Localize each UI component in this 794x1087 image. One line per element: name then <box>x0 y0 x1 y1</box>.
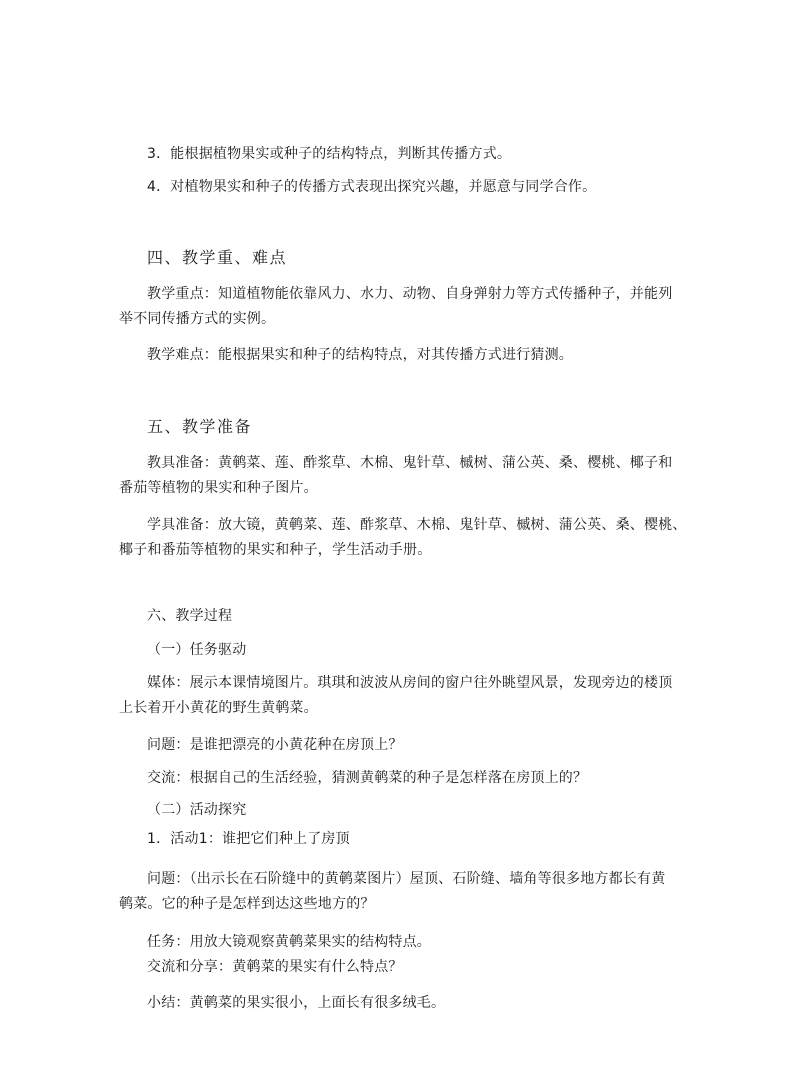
student-prep-line-1: 学具准备：放大镜，黄鹌菜、莲、酢浆草、木棉、鬼针草、槭树、蒲公英、桑、樱桃、 <box>147 517 687 533</box>
summary-line: 小结：黄鹌菜的果实很小，上面长有很多绒毛。 <box>147 995 446 1011</box>
objective-4: 4．对植物果实和种子的传播方式表现出探究兴趣，并愿意与同学合作。 <box>147 179 597 195</box>
key-point-line-2: 举不同传播方式的实例。 <box>119 311 276 327</box>
question-2-line-1: 问题：（出示长在石阶缝中的黄鹌菜图片）屋顶、石阶缝、墙角等很多地方都长有黄 <box>147 871 666 887</box>
question-1: 问题：是谁把漂亮的小黄花种在房顶上？ <box>147 737 403 753</box>
difficulty-line: 教学难点：能根据果实和种子的结构特点，对其传播方式进行猜测。 <box>147 347 573 363</box>
part-2-heading: （二）活动探究 <box>147 802 247 818</box>
media-line-1: 媒体：展示本课情境图片。琪琪和波波从房间的窗户往外眺望风景，发现旁边的楼顶 <box>147 675 673 691</box>
section-5-heading: 五、教学准备 <box>147 417 253 436</box>
share-line: 交流和分享：黄鹌菜的果实有什么特点？ <box>147 959 403 975</box>
teacher-prep-line-1: 教具准备：黄鹌菜、莲、酢浆草、木棉、鬼针草、槭树、蒲公英、桑、樱桃、椰子和 <box>147 455 673 471</box>
objective-3: 3．能根据植物果实或种子的结构特点，判断其传播方式。 <box>147 146 512 162</box>
key-point-line-1: 教学重点：知道植物能依靠风力、水力、动物、自身弹射力等方式传播种子，并能列 <box>147 286 673 302</box>
media-line-2: 上长着开小黄花的野生黄鹌菜。 <box>119 700 318 716</box>
task-line: 任务：用放大镜观察黄鹌菜果实的结构特点。 <box>147 934 431 950</box>
student-prep-line-2: 椰子和番茄等植物的果实和种子，学生活动手册。 <box>119 542 432 558</box>
part-1-heading: （一）任务驱动 <box>147 642 247 658</box>
exchange-1: 交流：根据自己的生活经验，猜测黄鹌菜的种子是怎样落在房顶上的？ <box>147 770 588 786</box>
section-4-heading: 四、教学重、难点 <box>147 248 288 267</box>
section-6-heading: 六、教学过程 <box>147 608 233 624</box>
teacher-prep-line-2: 番茄等植物的果实和种子图片。 <box>119 480 318 496</box>
question-2-line-2: 鹌菜。它的种子是怎样到达这些地方的？ <box>119 896 375 912</box>
activity-1: 1．活动1：谁把它们种上了房顶 <box>147 831 350 847</box>
